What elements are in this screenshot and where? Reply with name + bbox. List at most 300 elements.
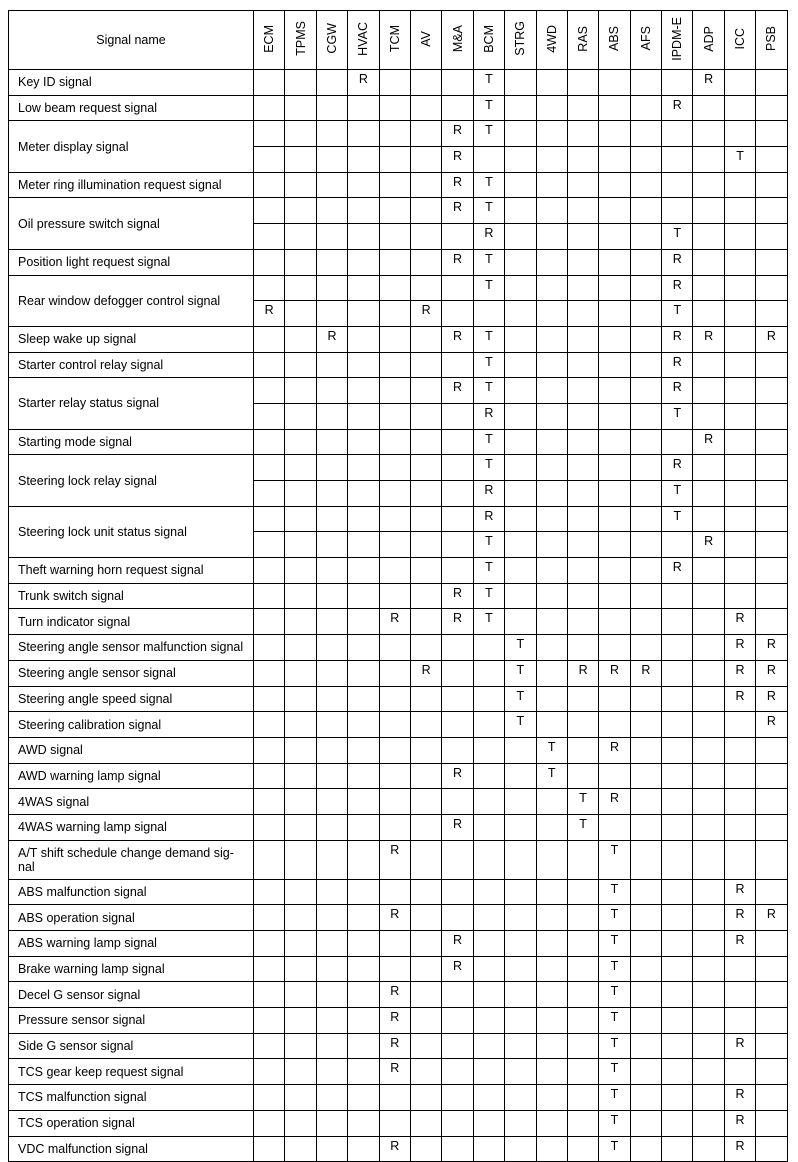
signal-cell [254, 1110, 285, 1136]
signal-cell [410, 814, 441, 840]
signal-cell [693, 352, 724, 378]
signal-cell [285, 1008, 316, 1034]
signal-cell [348, 1008, 379, 1034]
signal-cell [316, 982, 347, 1008]
signal-cell [756, 583, 787, 609]
signal-cell [630, 558, 661, 584]
table-row [9, 737, 788, 763]
signal-cell [505, 532, 536, 558]
signal-cell [379, 686, 410, 712]
signal-cell [724, 326, 755, 352]
signal-cell: R [630, 660, 661, 686]
signal-cell [410, 956, 441, 982]
signal-cell [630, 1033, 661, 1059]
signal-cell [348, 558, 379, 584]
signal-cell [254, 224, 285, 250]
table-row [9, 635, 788, 661]
signal-cell [536, 198, 567, 224]
signal-cell [756, 403, 787, 429]
signal-cell: R [442, 249, 473, 275]
signal-cell: T [473, 429, 504, 455]
signal-cell [536, 532, 567, 558]
signal-cell [379, 121, 410, 147]
signal-cell [442, 558, 473, 584]
signal-cell [473, 635, 504, 661]
signal-cell [662, 1008, 693, 1034]
signal-cell [505, 1136, 536, 1162]
signal-cell [410, 737, 441, 763]
signal-cell: R [442, 172, 473, 198]
signal-cell [410, 70, 441, 96]
signal-cell [473, 814, 504, 840]
signal-cell [756, 558, 787, 584]
signal-cell [254, 326, 285, 352]
signal-cell [599, 121, 630, 147]
signal-cell [630, 931, 661, 957]
signal-cell: R [442, 609, 473, 635]
signal-cell [505, 737, 536, 763]
signal-cell [285, 609, 316, 635]
signal-cell [536, 879, 567, 905]
signal-cell: T [599, 1008, 630, 1034]
signal-cell [348, 1085, 379, 1111]
signal-cell [724, 506, 755, 532]
signal-cell [505, 609, 536, 635]
signal-cell [410, 982, 441, 1008]
signal-cell [379, 712, 410, 738]
signal-cell [756, 275, 787, 301]
signal-cell [693, 95, 724, 121]
signal-cell [348, 1110, 379, 1136]
signal-cell [442, 301, 473, 327]
signal-cell [630, 956, 661, 982]
signal-cell [724, 429, 755, 455]
signal-cell [285, 95, 316, 121]
signal-cell [567, 121, 598, 147]
table-row [9, 275, 788, 301]
signal-cell: R [756, 326, 787, 352]
signal-cell [724, 763, 755, 789]
signal-cell [473, 737, 504, 763]
signal-cell [630, 982, 661, 1008]
signal-cell [254, 403, 285, 429]
signal-cell [693, 879, 724, 905]
signal-cell [536, 172, 567, 198]
signal-cell [630, 763, 661, 789]
signal-name-cell: Theft warning horn request signal [9, 558, 254, 584]
signal-cell [599, 481, 630, 507]
signal-cell: T [473, 249, 504, 275]
signal-cell [630, 95, 661, 121]
signal-cell [567, 172, 598, 198]
signal-cell [756, 352, 787, 378]
signal-cell [567, 1008, 598, 1034]
signal-name-cell: TCS gear keep request signal [9, 1059, 254, 1085]
signal-cell [473, 905, 504, 931]
signal-cell: R [662, 352, 693, 378]
column-header-label: STRG [513, 21, 528, 56]
signal-cell [693, 931, 724, 957]
signal-cell [442, 905, 473, 931]
signal-cell [285, 931, 316, 957]
signal-cell: T [599, 840, 630, 879]
column-header [662, 11, 693, 70]
signal-cell [316, 635, 347, 661]
signal-cell [693, 301, 724, 327]
signal-cell [379, 147, 410, 173]
signal-cell [442, 982, 473, 1008]
signal-cell [442, 712, 473, 738]
signal-cell [348, 532, 379, 558]
signal-cell [410, 558, 441, 584]
signal-cell [756, 429, 787, 455]
signal-cell: T [662, 506, 693, 532]
signal-cell [473, 1136, 504, 1162]
signal-cell [567, 712, 598, 738]
signal-cell [316, 1059, 347, 1085]
signal-cell [599, 172, 630, 198]
signal-cell [567, 1110, 598, 1136]
signal-cell: T [662, 481, 693, 507]
signal-cell [536, 789, 567, 815]
signal-cell [693, 905, 724, 931]
signal-cell [693, 249, 724, 275]
signal-cell [348, 378, 379, 404]
signal-cell [348, 789, 379, 815]
signal-cell [254, 172, 285, 198]
signal-name-cell: 4WAS signal [9, 789, 254, 815]
signal-cell [410, 403, 441, 429]
signal-cell [348, 326, 379, 352]
signal-cell: T [599, 956, 630, 982]
signal-cell [662, 609, 693, 635]
column-header-label: BCM [481, 24, 496, 53]
signal-cell [599, 147, 630, 173]
signal-cell [756, 121, 787, 147]
signal-cell [254, 429, 285, 455]
signal-cell: R [724, 686, 755, 712]
signal-cell [756, 1059, 787, 1085]
signal-cell [756, 1033, 787, 1059]
signal-cell [536, 814, 567, 840]
signal-cell [693, 583, 724, 609]
signal-cell [348, 352, 379, 378]
signal-cell: T [505, 712, 536, 738]
signal-cell [442, 455, 473, 481]
signal-cell [567, 905, 598, 931]
signal-cell [285, 879, 316, 905]
signal-cell [724, 558, 755, 584]
signal-cell [505, 982, 536, 1008]
signal-cell [662, 814, 693, 840]
signal-cell [410, 905, 441, 931]
signal-cell [285, 712, 316, 738]
signal-cell [505, 198, 536, 224]
signal-cell [536, 1085, 567, 1111]
signal-cell [348, 712, 379, 738]
signal-cell [285, 429, 316, 455]
signal-cell [536, 1059, 567, 1085]
signal-cell [285, 1059, 316, 1085]
signal-cell [693, 275, 724, 301]
signal-cell [630, 326, 661, 352]
signal-cell [630, 378, 661, 404]
signal-cell [379, 737, 410, 763]
signal-cell [567, 763, 598, 789]
signal-cell [662, 1136, 693, 1162]
signal-name-cell: Pressure sensor signal [9, 1008, 254, 1034]
signal-cell [567, 455, 598, 481]
signal-cell [254, 982, 285, 1008]
signal-cell [662, 956, 693, 982]
signal-cell [316, 249, 347, 275]
signal-cell [316, 1008, 347, 1034]
signal-cell [254, 609, 285, 635]
signal-cell [442, 275, 473, 301]
column-header-label: ADP [701, 25, 716, 52]
signal-cell [599, 70, 630, 96]
signal-cell [724, 789, 755, 815]
signal-cell [505, 121, 536, 147]
signal-cell [254, 532, 285, 558]
signal-name-cell: Rear window defogger control signal [9, 275, 254, 326]
signal-cell [599, 532, 630, 558]
signal-cell [348, 249, 379, 275]
column-header-label: HVAC [356, 21, 371, 56]
signal-cell [693, 1008, 724, 1034]
column-header-label: TPMS [293, 21, 308, 56]
signal-cell [724, 1008, 755, 1034]
signal-cell [442, 506, 473, 532]
signal-cell [599, 712, 630, 738]
signal-cell [756, 789, 787, 815]
signal-cell [285, 635, 316, 661]
signal-cell [379, 326, 410, 352]
signal-cell: T [473, 558, 504, 584]
signal-cell [505, 95, 536, 121]
signal-cell [285, 660, 316, 686]
signal-cell [505, 172, 536, 198]
signal-cell [505, 275, 536, 301]
signal-cell: T [599, 982, 630, 1008]
signal-cell: R [599, 660, 630, 686]
signal-cell: T [599, 879, 630, 905]
table-row [9, 905, 788, 931]
signal-cell [348, 429, 379, 455]
signal-cell: R [379, 1033, 410, 1059]
signal-cell [756, 198, 787, 224]
signal-cell: R [756, 660, 787, 686]
signal-cell: R [442, 814, 473, 840]
signal-cell [756, 249, 787, 275]
signal-cell [536, 660, 567, 686]
signal-cell: R [724, 879, 755, 905]
signal-cell [505, 789, 536, 815]
signal-cell [379, 1110, 410, 1136]
signal-cell [348, 840, 379, 879]
signal-cell [410, 275, 441, 301]
signal-cell [724, 956, 755, 982]
signal-cell [505, 249, 536, 275]
signal-cell [724, 455, 755, 481]
signal-cell [442, 1033, 473, 1059]
table-row [9, 172, 788, 198]
column-header [505, 11, 536, 70]
signal-cell [662, 931, 693, 957]
table-row [9, 686, 788, 712]
signal-cell [348, 403, 379, 429]
signal-cell: R [662, 455, 693, 481]
signal-cell [379, 789, 410, 815]
signal-name-cell: Starter relay status signal [9, 378, 254, 429]
signal-cell [599, 378, 630, 404]
signal-cell [599, 429, 630, 455]
signal-cell [536, 931, 567, 957]
signal-cell: R [473, 481, 504, 507]
signal-cell [410, 172, 441, 198]
signal-cell [567, 1033, 598, 1059]
signal-cell [630, 301, 661, 327]
signal-cell [348, 506, 379, 532]
signal-cell [536, 506, 567, 532]
signal-cell [630, 1110, 661, 1136]
signal-cell [567, 635, 598, 661]
signal-cell [505, 455, 536, 481]
signal-cell [316, 95, 347, 121]
signal-cell [693, 609, 724, 635]
signal-cell [285, 956, 316, 982]
signal-cell [379, 814, 410, 840]
signal-cell [473, 763, 504, 789]
signal-cell: T [662, 301, 693, 327]
signal-cell [599, 403, 630, 429]
signal-name-cell: Oil pressure switch signal [9, 198, 254, 249]
signal-cell: R [662, 378, 693, 404]
signal-cell [379, 172, 410, 198]
signal-cell [254, 198, 285, 224]
signal-cell [724, 403, 755, 429]
signal-cell [630, 609, 661, 635]
signal-cell [567, 609, 598, 635]
signal-cell [410, 931, 441, 957]
signal-cell [254, 558, 285, 584]
signal-cell: R [662, 275, 693, 301]
signal-cell [285, 905, 316, 931]
signal-cell [285, 583, 316, 609]
signal-cell [285, 558, 316, 584]
signal-cell [316, 352, 347, 378]
signal-name-cell: Starting mode signal [9, 429, 254, 455]
signal-name-cell: Trunk switch signal [9, 583, 254, 609]
signal-cell [505, 326, 536, 352]
signal-cell [348, 147, 379, 173]
signal-cell: T [567, 789, 598, 815]
signal-cell: R [756, 635, 787, 661]
signal-cell: R [379, 1059, 410, 1085]
signal-cell: T [662, 224, 693, 250]
signal-cell [756, 931, 787, 957]
signal-cell [536, 326, 567, 352]
signal-cell [473, 660, 504, 686]
signal-cell [724, 70, 755, 96]
signal-cell [254, 840, 285, 879]
signal-cell [285, 506, 316, 532]
signal-cell [348, 224, 379, 250]
signal-cell: T [567, 814, 598, 840]
signal-cell [724, 224, 755, 250]
signal-cell [756, 481, 787, 507]
signal-cell: R [662, 558, 693, 584]
signal-cell [756, 1008, 787, 1034]
table-row [9, 326, 788, 352]
signal-cell [379, 352, 410, 378]
signal-cell [410, 879, 441, 905]
signal-cell [567, 352, 598, 378]
signal-cell [473, 931, 504, 957]
signal-cell [505, 378, 536, 404]
signal-cell [724, 532, 755, 558]
signal-cell: R [473, 403, 504, 429]
signal-cell: T [505, 686, 536, 712]
signal-cell [662, 1033, 693, 1059]
signal-cell [536, 635, 567, 661]
signal-cell: R [442, 326, 473, 352]
signal-cell: T [599, 931, 630, 957]
signal-cell [285, 789, 316, 815]
signal-cell [662, 737, 693, 763]
signal-name-cell: Meter ring illumination request signal [9, 172, 254, 198]
signal-cell: R [567, 660, 598, 686]
signal-cell [348, 455, 379, 481]
signal-name-cell: Steering calibration signal [9, 712, 254, 738]
signal-cell [505, 352, 536, 378]
signal-cell [254, 789, 285, 815]
table-row [9, 1085, 788, 1111]
signal-cell [536, 1033, 567, 1059]
signal-cell [505, 905, 536, 931]
signal-cell [254, 506, 285, 532]
signal-cell [442, 481, 473, 507]
signal-cell [536, 609, 567, 635]
signal-cell [630, 712, 661, 738]
signal-cell [662, 905, 693, 931]
table-row [9, 1110, 788, 1136]
signal-cell [348, 931, 379, 957]
signal-cell [756, 455, 787, 481]
signal-name-cell: Steering angle speed signal [9, 686, 254, 712]
signal-cell: R [662, 326, 693, 352]
signal-cell [756, 172, 787, 198]
signal-cell [348, 763, 379, 789]
signal-cell [567, 840, 598, 879]
signal-cell [379, 660, 410, 686]
signal-cell [599, 763, 630, 789]
signal-cell [285, 481, 316, 507]
signal-cell [285, 403, 316, 429]
signal-cell [285, 1033, 316, 1059]
signal-cell [254, 481, 285, 507]
signal-cell [756, 956, 787, 982]
signal-cell [254, 905, 285, 931]
signal-cell [285, 378, 316, 404]
signal-cell [348, 814, 379, 840]
signal-cell [693, 763, 724, 789]
signal-cell: R [348, 70, 379, 96]
signal-cell [254, 1059, 285, 1085]
signal-cell [410, 712, 441, 738]
signal-cell [662, 789, 693, 815]
signal-cell [316, 905, 347, 931]
